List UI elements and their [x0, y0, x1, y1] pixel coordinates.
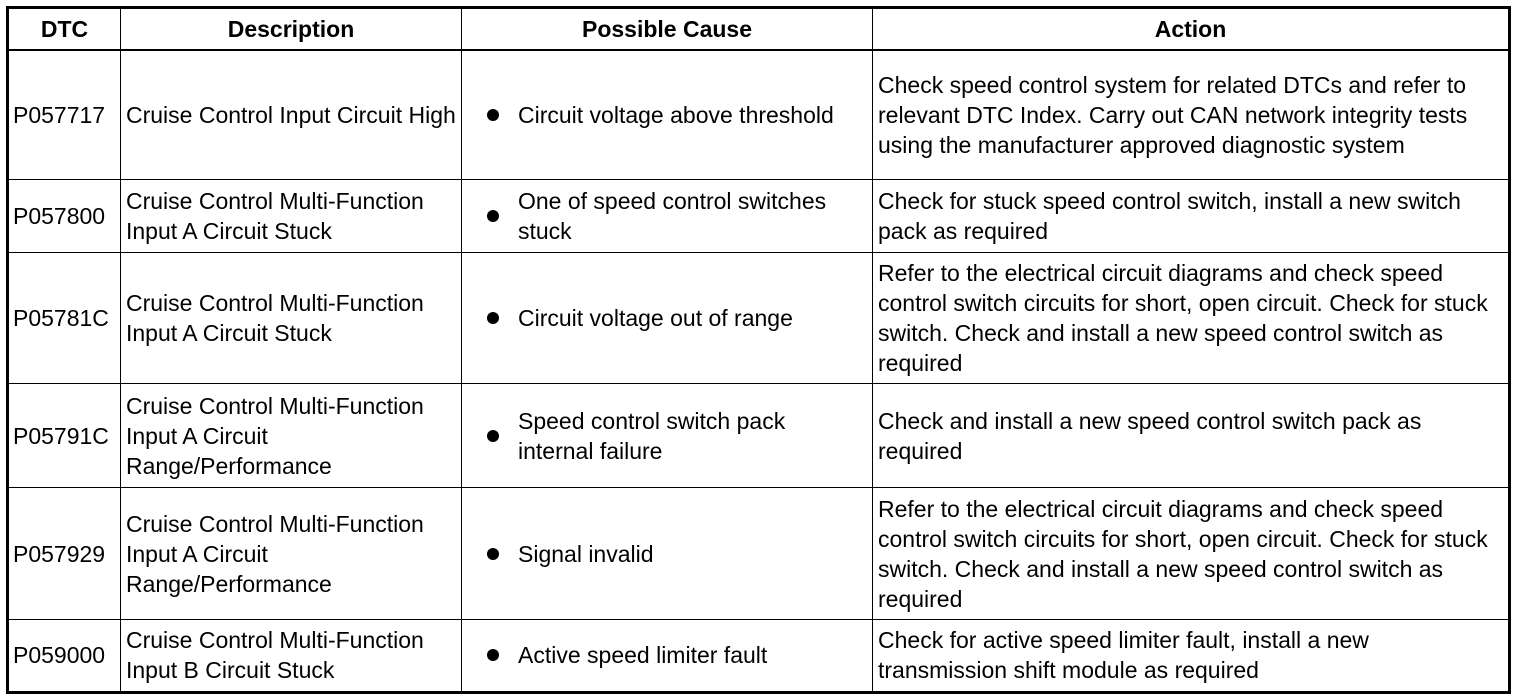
table-row — [8, 179, 1510, 252]
dtc-description: Cruise Control Input Circuit High — [121, 50, 462, 179]
cause-list — [467, 406, 867, 466]
dtc-table — [6, 6, 1511, 694]
cause-item — [467, 303, 867, 333]
bullet-icon — [487, 312, 499, 324]
action-text: Check for stuck speed control switch, install a new switch pack as required — [873, 179, 1510, 252]
cause-item — [467, 640, 867, 670]
bullet-icon — [487, 548, 499, 560]
dtc-code: P057717 — [8, 50, 121, 179]
bullet-icon — [487, 649, 499, 661]
cause-text: Circuit voltage out of range — [518, 305, 793, 332]
dtc-code: P059000 — [8, 619, 121, 692]
bullet-icon — [487, 109, 499, 121]
action-text: Check speed control system for related DTCs and refer to relevant DTC Index. Carry out CAN network integrity tests using the manufacturer approved diagnostic system — [873, 50, 1510, 179]
cause-list — [467, 186, 867, 246]
dtc-code: P057929 — [8, 488, 121, 619]
table-row — [8, 488, 1510, 619]
header-description: Description — [121, 8, 462, 51]
dtc-code: P057800 — [8, 179, 121, 252]
header-dtc: DTC — [8, 8, 121, 51]
cause-text: Circuit voltage above threshold — [518, 101, 834, 128]
possible-cause-cell — [462, 50, 873, 179]
cause-list — [467, 303, 867, 333]
cause-item — [467, 406, 867, 466]
action-text: Refer to the electrical circuit diagrams and check speed control switch circuits for short, open circuit. Check for stuck switch. Check and install a new speed control switch as required — [873, 488, 1510, 619]
cause-text: Active speed limiter fault — [518, 642, 768, 669]
header-action: Action — [873, 8, 1510, 51]
cause-text: One of speed control switches stuck — [518, 187, 827, 244]
cause-list — [467, 640, 867, 670]
possible-cause-cell — [462, 252, 873, 383]
possible-cause-cell — [462, 619, 873, 692]
table-row — [8, 619, 1510, 692]
table-row — [8, 50, 1510, 179]
cause-text: Signal invalid — [518, 540, 654, 567]
cause-item — [467, 539, 867, 569]
possible-cause-cell — [462, 488, 873, 619]
dtc-code: P05781C — [8, 252, 121, 383]
cause-list — [467, 100, 867, 130]
table-row — [8, 384, 1510, 488]
dtc-description: Cruise Control Multi-Function Input B Circuit Stuck — [121, 619, 462, 692]
dtc-description: Cruise Control Multi-Function Input A Circuit Range/Performance — [121, 384, 462, 488]
action-text: Check and install a new speed control switch pack as required — [873, 384, 1510, 488]
dtc-code: P05791C — [8, 384, 121, 488]
action-text: Refer to the electrical circuit diagrams and check speed control switch circuits for short, open circuit. Check for stuck switch. Check and install a new speed control switch as required — [873, 252, 1510, 383]
header-row — [8, 8, 1510, 51]
cause-item — [467, 186, 867, 246]
cause-item — [467, 100, 867, 130]
dtc-description: Cruise Control Multi-Function Input A Circuit Stuck — [121, 179, 462, 252]
cause-list — [467, 539, 867, 569]
action-text: Check for active speed limiter fault, install a new transmission shift module as required — [873, 619, 1510, 692]
possible-cause-cell — [462, 384, 873, 488]
table-row — [8, 252, 1510, 383]
bullet-icon — [487, 210, 499, 222]
dtc-description: Cruise Control Multi-Function Input A Circuit Range/Performance — [121, 488, 462, 619]
dtc-description: Cruise Control Multi-Function Input A Circuit Stuck — [121, 252, 462, 383]
possible-cause-cell — [462, 179, 873, 252]
cause-text: Speed control switch pack internal failure — [518, 407, 786, 464]
header-possible-cause: Possible Cause — [462, 8, 873, 51]
bullet-icon — [487, 430, 499, 442]
